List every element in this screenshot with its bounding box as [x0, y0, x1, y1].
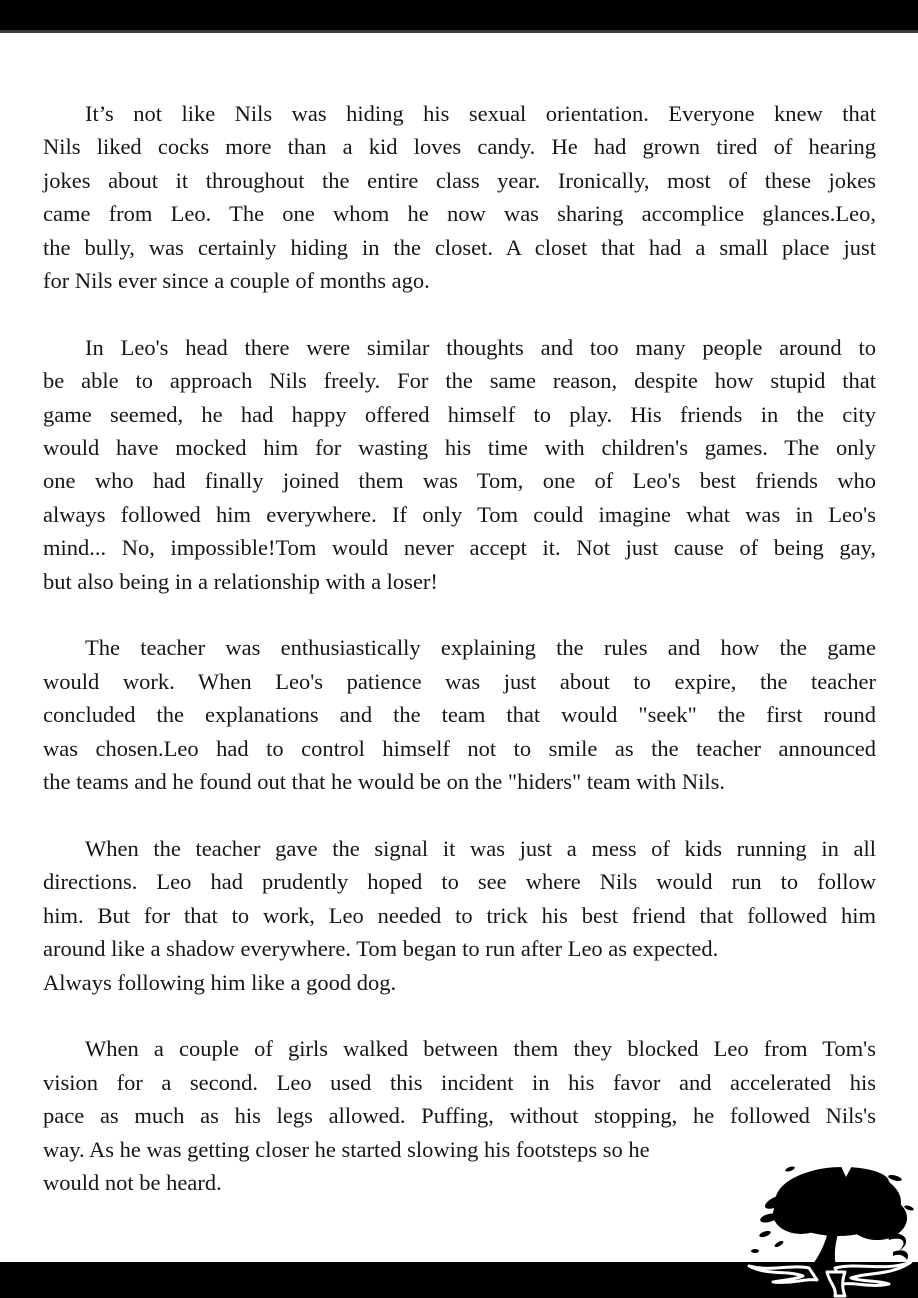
- text-line: Nils liked cocks more than a kid loves candy. He had grown tired of hearing: [43, 134, 876, 160]
- paragraph: [43, 331, 876, 598]
- text-line: always followed him everywhere. If only Tom could imagine what was in Leo's: [43, 501, 876, 527]
- story-text: [43, 97, 876, 1199]
- text-line: one who had finally joined them was Tom, one of Leo's best friends who: [43, 468, 876, 494]
- text-line: When the teacher gave the signal it was just a mess of kids running in all: [85, 835, 876, 861]
- text-line: When a couple of girls walked between them they blocked Leo from Tom's: [85, 1036, 876, 1062]
- text-line: The teacher was enthusiastically explaining the rules and how the game: [85, 635, 876, 661]
- text-line: was chosen.Leo had to control himself not to smile as the teacher announced: [43, 735, 876, 761]
- text-line: It’s not like Nils was hiding his sexual orientation. Everyone knew that: [85, 101, 876, 126]
- text-line: In Leo's head there were similar thoughts and too many people around to: [85, 334, 876, 360]
- paragraph: [43, 832, 876, 999]
- text-line: directions. Leo had prudently hoped to see where Nils would run to follow: [43, 869, 876, 895]
- text-line: game seemed, he had happy offered himself to play. His friends in the city: [43, 401, 876, 427]
- text-line: pace as much as his legs allowed. Puffing, without stopping, he followed Nils's: [43, 1103, 876, 1129]
- text-line: jokes about it throughout the entire class year. Ironically, most of these jokes: [43, 167, 876, 193]
- paragraph: [43, 631, 876, 798]
- text-line: Always following him like a good dog.: [43, 969, 397, 995]
- text-line: for Nils ever since a couple of months ago.: [43, 268, 430, 294]
- text-line: would have mocked him for wasting his time with children's games. The only: [43, 435, 876, 461]
- tree-silhouette-icon: [743, 1156, 918, 1298]
- text-line: came from Leo. The one whom he now was sharing accomplice glances.Leo,: [43, 201, 876, 227]
- text-line: be able to approach Nils freely. For the same reason, despite how stupid that: [43, 368, 876, 394]
- text-line: would not be heard.: [43, 1169, 222, 1195]
- text-line: way. As he was getting closer he started slowing his footsteps so he: [43, 1136, 650, 1162]
- paragraph: [43, 97, 876, 297]
- text-line: but also being in a relationship with a loser!: [43, 568, 438, 594]
- text-line: mind... No, impossible!Tom would never accept it. Not just cause of being gay,: [43, 535, 876, 561]
- text-line: the teams and he found out that he would be on the "hiders" team with Nils.: [43, 769, 725, 795]
- text-line: concluded the explanations and the team that would "seek" the first round: [43, 702, 876, 728]
- text-line: him. But for that to work, Leo needed to trick his best friend that followed him: [43, 902, 876, 928]
- text-line: would work. When Leo's patience was just about to expire, the teacher: [43, 668, 876, 694]
- text-line: vision for a second. Leo used this incident in his favor and accelerated his: [43, 1069, 876, 1095]
- text-line: around like a shadow everywhere. Tom began to run after Leo as expected.: [43, 936, 719, 962]
- top-border-bar: [0, 0, 918, 33]
- text-line: the bully, was certainly hiding in the closet. A closet that had a small place just: [43, 234, 876, 260]
